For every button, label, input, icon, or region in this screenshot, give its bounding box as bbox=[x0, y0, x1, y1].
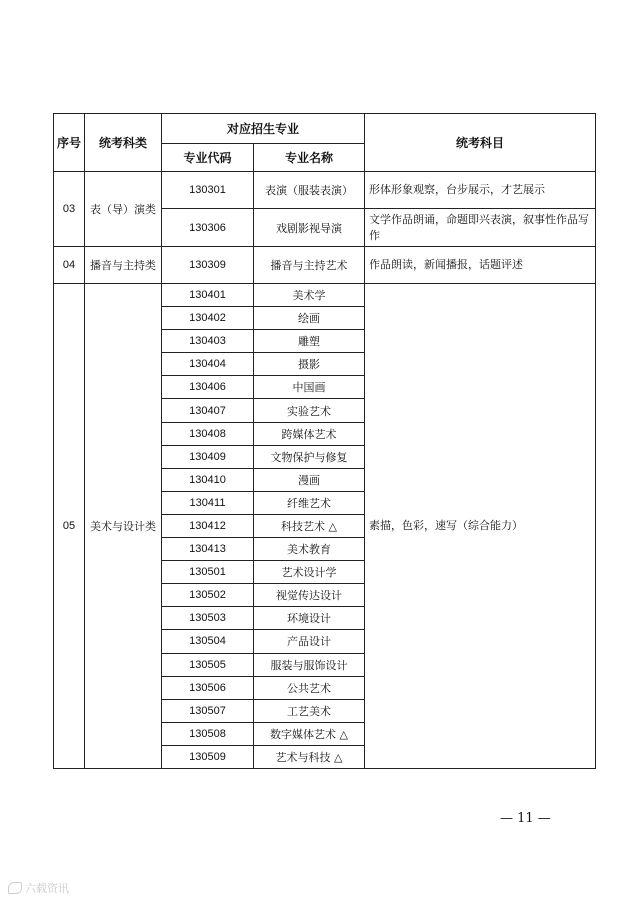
table-row bbox=[54, 284, 596, 307]
cell-major-code: 130501 bbox=[162, 561, 254, 584]
cell-major-code: 130402 bbox=[162, 307, 254, 330]
cell-major-name: 表演（服装表演） bbox=[254, 172, 365, 209]
cell-major-code: 130502 bbox=[162, 584, 254, 607]
cell-major-name: 美术教育 bbox=[254, 538, 365, 561]
cell-category: 播音与主持类 bbox=[85, 247, 162, 284]
cell-major-code: 130413 bbox=[162, 538, 254, 561]
cell-major-code: 130403 bbox=[162, 330, 254, 353]
cell-major-code: 130509 bbox=[162, 745, 254, 768]
cell-major-name: 美术学 bbox=[254, 284, 365, 307]
cell-subjects: 作品朗读，新闻播报，话题评述 bbox=[365, 247, 596, 284]
cell-major-code: 130401 bbox=[162, 284, 254, 307]
cell-major-code: 130410 bbox=[162, 468, 254, 491]
cell-major-name: 数字媒体艺术 △ bbox=[254, 722, 365, 745]
enrollment-table bbox=[53, 113, 596, 769]
cell-major-name: 视觉传达设计 bbox=[254, 584, 365, 607]
table-row bbox=[54, 172, 596, 209]
cell-major-code: 130301 bbox=[162, 172, 254, 209]
watermark-logo-icon bbox=[8, 882, 22, 894]
cell-major-name: 跨媒体艺术 bbox=[254, 422, 365, 445]
cell-major-code: 130507 bbox=[162, 699, 254, 722]
cell-major-name: 播音与主持艺术 bbox=[254, 247, 365, 284]
cell-major-name: 实验艺术 bbox=[254, 399, 365, 422]
cell-major-name: 公共艺术 bbox=[254, 676, 365, 699]
cell-subjects: 文学作品朗诵，命题即兴表演，叙事性作品写作 bbox=[365, 209, 596, 247]
cell-category: 表（导）演类 bbox=[85, 172, 162, 247]
table-row bbox=[54, 247, 596, 284]
cell-major-name: 纤维艺术 bbox=[254, 491, 365, 514]
header-name: 专业名称 bbox=[254, 144, 365, 172]
cell-major-code: 130505 bbox=[162, 653, 254, 676]
cell-major-code: 130406 bbox=[162, 376, 254, 399]
header-code: 专业代码 bbox=[162, 144, 254, 172]
cell-major-name: 艺术与科技 △ bbox=[254, 745, 365, 768]
header-subjects: 统考科目 bbox=[365, 114, 596, 172]
cell-major-code: 130504 bbox=[162, 630, 254, 653]
header-category: 统考科类 bbox=[85, 114, 162, 172]
watermark-text: 六载资讯 bbox=[25, 882, 69, 895]
cell-major-code: 130407 bbox=[162, 399, 254, 422]
cell-major-name: 漫画 bbox=[254, 468, 365, 491]
cell-major-name: 雕塑 bbox=[254, 330, 365, 353]
header-seq: 序号 bbox=[54, 114, 85, 172]
cell-seq: 05 bbox=[54, 284, 85, 769]
page-number: — 11 — bbox=[500, 811, 551, 826]
cell-category: 美术与设计类 bbox=[85, 284, 162, 769]
cell-major-name: 中国画 bbox=[254, 376, 365, 399]
header-major-group: 对应招生专业 bbox=[162, 114, 365, 144]
cell-major-name: 产品设计 bbox=[254, 630, 365, 653]
cell-subjects: 素描，色彩，速写（综合能力） bbox=[365, 284, 596, 769]
cell-major-code: 130404 bbox=[162, 353, 254, 376]
cell-major-code: 130412 bbox=[162, 514, 254, 537]
cell-subjects: 形体形象观察，台步展示，才艺展示 bbox=[365, 172, 596, 209]
cell-seq: 03 bbox=[54, 172, 85, 247]
watermark bbox=[8, 880, 69, 896]
cell-major-code: 130408 bbox=[162, 422, 254, 445]
cell-major-code: 130503 bbox=[162, 607, 254, 630]
cell-major-name: 服装与服饰设计 bbox=[254, 653, 365, 676]
cell-major-code: 130508 bbox=[162, 722, 254, 745]
cell-seq: 04 bbox=[54, 247, 85, 284]
cell-major-name: 工艺美术 bbox=[254, 699, 365, 722]
cell-major-name: 艺术设计学 bbox=[254, 561, 365, 584]
cell-major-code: 130309 bbox=[162, 247, 254, 284]
cell-major-name: 环境设计 bbox=[254, 607, 365, 630]
cell-major-code: 130306 bbox=[162, 209, 254, 247]
cell-major-name: 摄影 bbox=[254, 353, 365, 376]
cell-major-code: 130409 bbox=[162, 445, 254, 468]
cell-major-name: 科技艺术 △ bbox=[254, 514, 365, 537]
cell-major-name: 文物保护与修复 bbox=[254, 445, 365, 468]
cell-major-code: 130506 bbox=[162, 676, 254, 699]
table-body bbox=[54, 172, 596, 769]
cell-major-name: 戏剧影视导演 bbox=[254, 209, 365, 247]
cell-major-code: 130411 bbox=[162, 491, 254, 514]
cell-major-name: 绘画 bbox=[254, 307, 365, 330]
